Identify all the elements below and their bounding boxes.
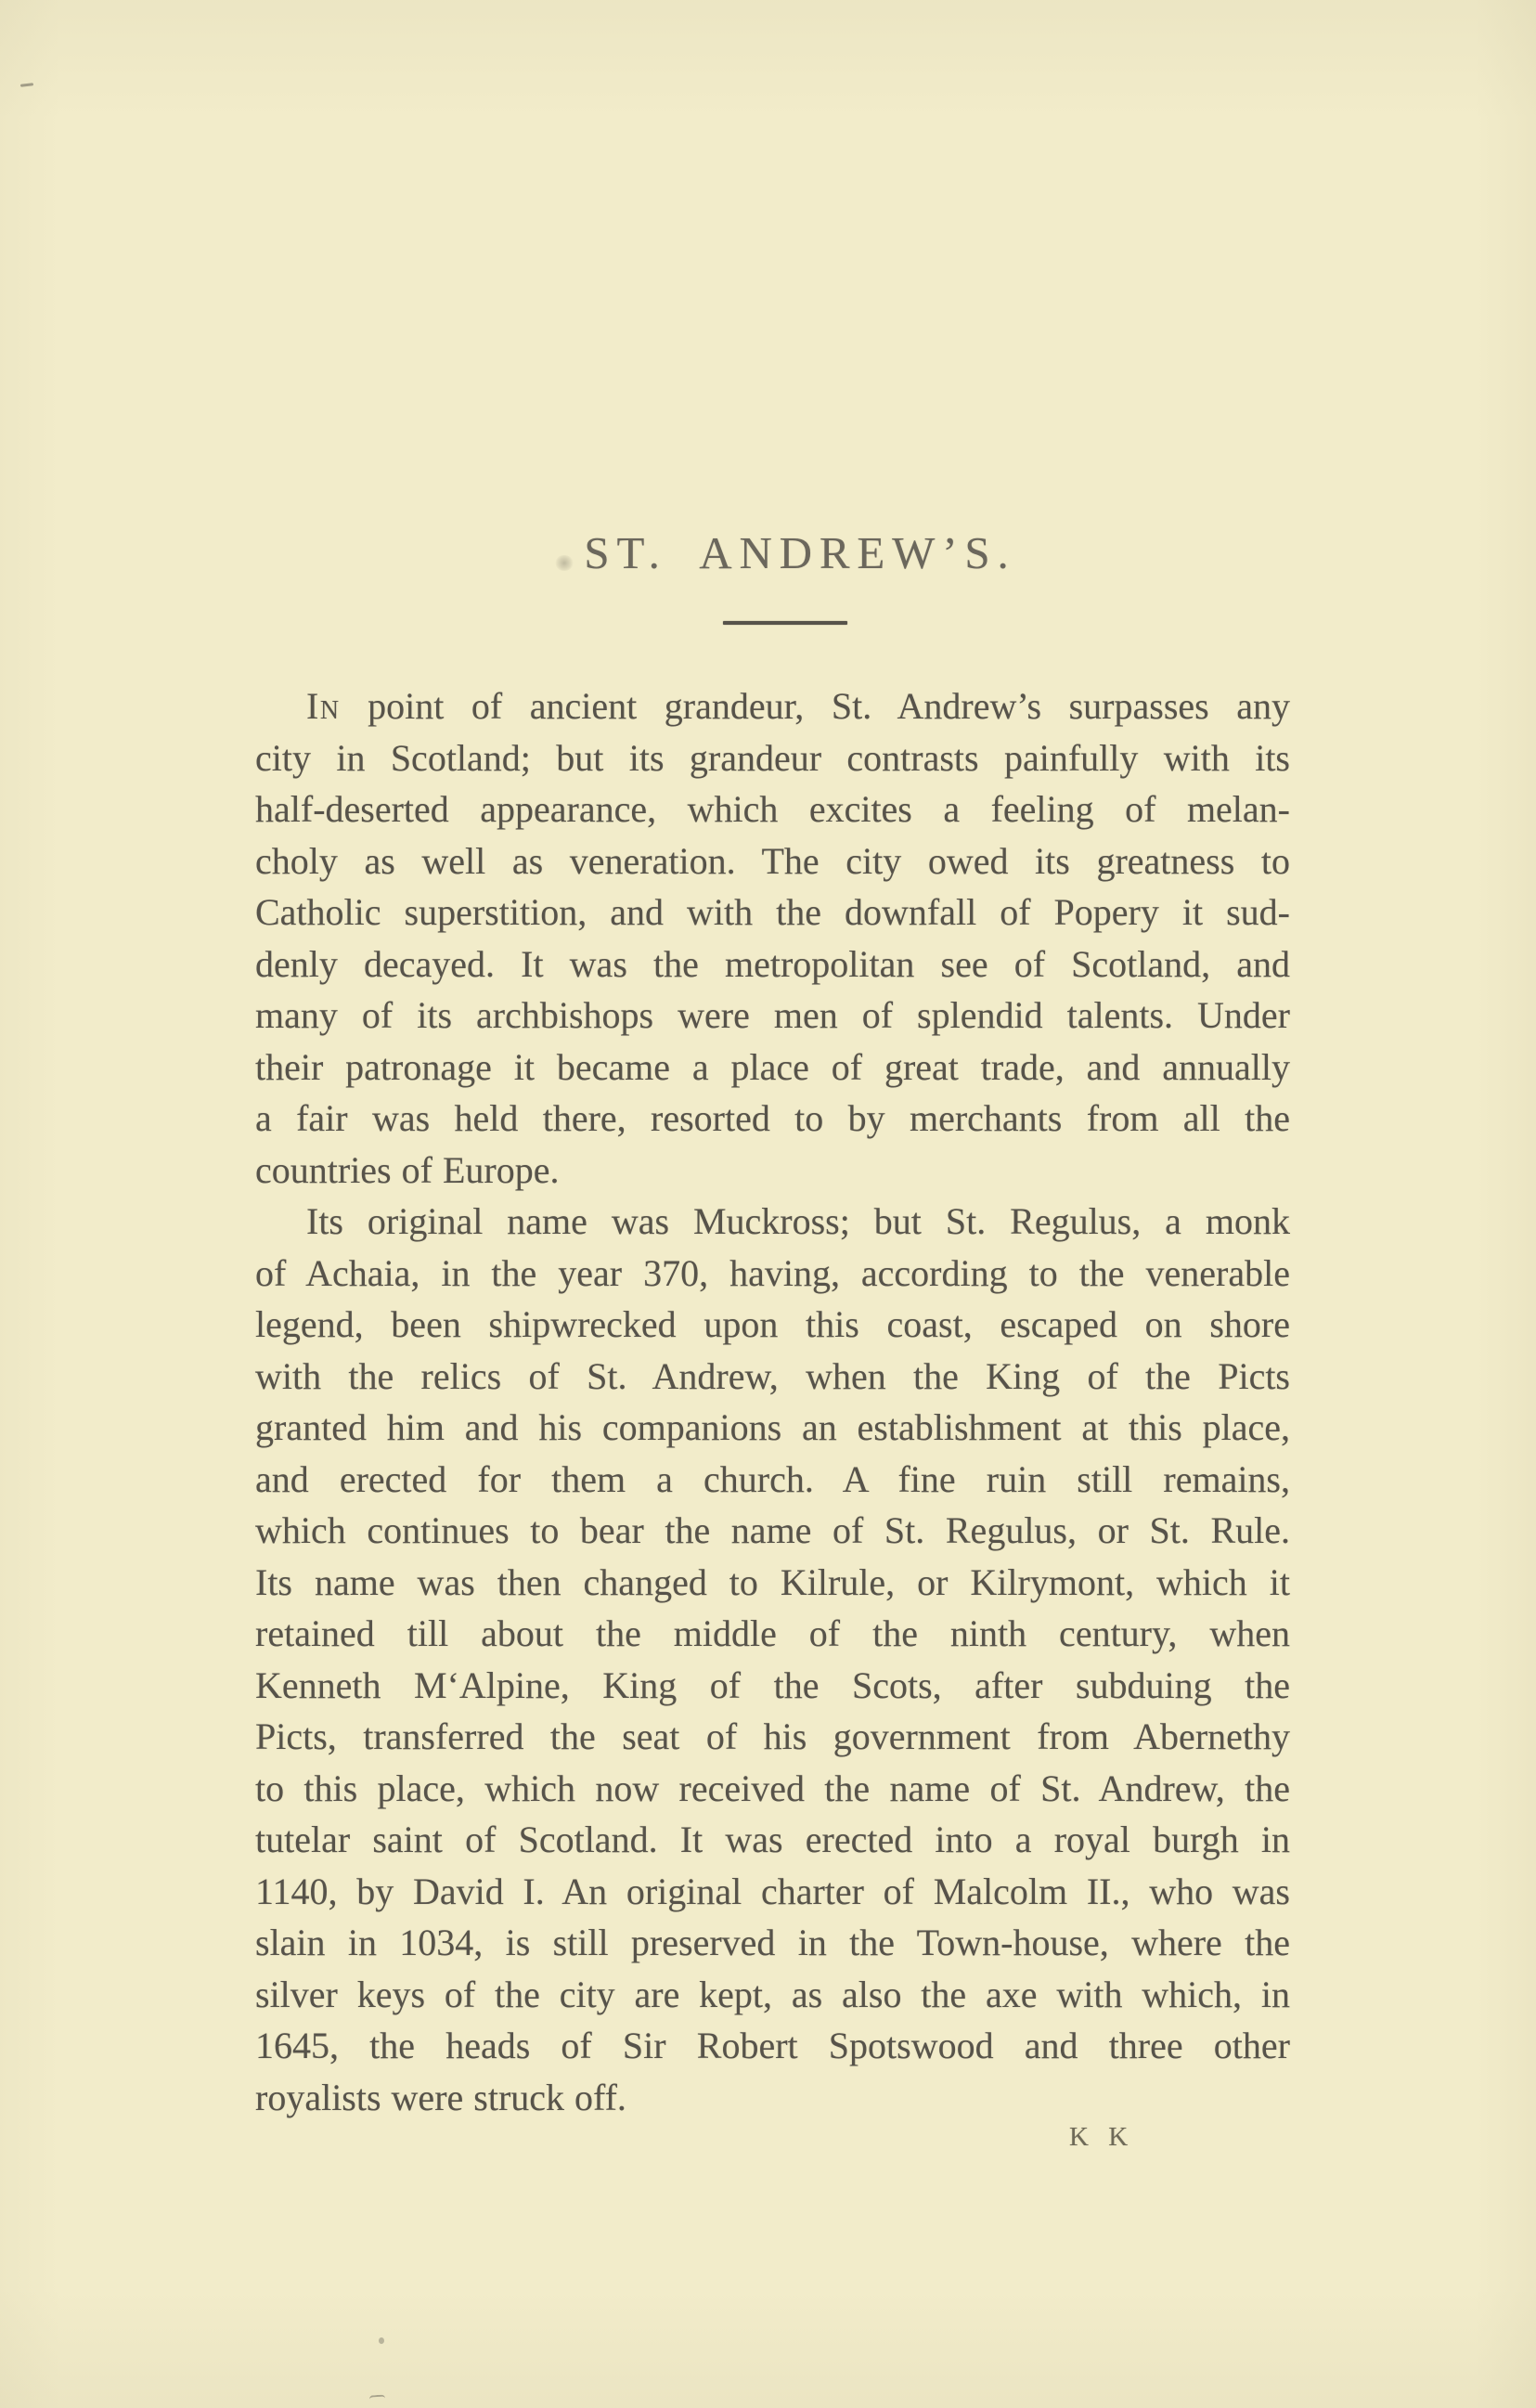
text-line: retained till about the middle of the ninth century, when	[255, 1612, 1290, 1654]
smallcaps-lead: In	[306, 685, 341, 727]
text-line: city in Scotland; but its grandeur contrasts painfully with its	[255, 736, 1290, 779]
text-line: their patronage it became a place of great trade, and annually	[255, 1045, 1290, 1088]
page-speck	[379, 2337, 384, 2344]
text-line: tutelar saint of Scotland. It was erected into a royal burgh in	[255, 1819, 1290, 1860]
text-line: Picts, transferred the seat of his government from Abernethy	[255, 1715, 1290, 1757]
page-speck	[369, 2394, 386, 2402]
text-line: legend, been shipwrecked upon this coast, escaped on shore	[255, 1303, 1290, 1345]
title-divider	[723, 621, 847, 625]
text-line: slain in 1034, is still preserved in the Town-house, where the	[255, 1922, 1290, 1963]
signature-mark: K K	[1069, 2122, 1129, 2152]
page-speck	[20, 83, 33, 86]
paragraph	[255, 1196, 1290, 2123]
text-line: Kenneth M‘Alpine, King of the Scots, after subduing the	[255, 1664, 1290, 1706]
body-text	[255, 680, 1290, 2123]
text-line: denly decayed. It was the metropolitan see of Scotland, and	[255, 942, 1290, 985]
text-line: choly as well as veneration. The city owed its greatness to	[255, 839, 1290, 882]
paragraph	[255, 680, 1290, 1196]
text-line: with the relics of St. Andrew, when the King of the Picts	[255, 1354, 1290, 1397]
text-line: 1140, by David I. An original charter of Malcolm II., who was	[255, 1870, 1290, 1912]
text-line: half-deserted appearance, which excites a feeling of melan-	[255, 788, 1290, 830]
text-line: and erected for them a church. A fine ruin still remains,	[255, 1457, 1290, 1500]
text-line: countries of Europe.	[255, 1148, 560, 1191]
text-line: granted him and his companions an establishment at this place,	[255, 1406, 1290, 1448]
text-line: many of its archbishops were men of splendid talents. Under	[255, 994, 1290, 1036]
text-line: In point of ancient grandeur, St. Andrew’s surpasses any	[306, 685, 1290, 727]
page-title: ST. ANDREW’S.	[584, 527, 1016, 578]
text-line: of Achaia, in the year 370, having, according to the venerable	[255, 1251, 1290, 1294]
text-line: Its original name was Muckross; but St. Regulus, a monk	[306, 1200, 1290, 1242]
text-line: silver keys of the city are kept, as also the axe with which, in	[255, 1973, 1290, 2015]
text-line: Catholic superstition, and with the downfall of Popery it sud-	[255, 891, 1290, 933]
text-line: Its name was then changed to Kilrule, or Kilrymont, which it	[255, 1560, 1290, 1603]
text-line: royalists were struck off.	[255, 2076, 626, 2118]
text-line: a fair was held there, resorted to by merchants from all the	[255, 1097, 1290, 1139]
text-line: to this place, which now received the name of St. Andrew, the	[255, 1767, 1290, 1809]
text-line: which continues to bear the name of St. Regulus, or St. Rule.	[255, 1509, 1290, 1551]
text-line: 1645, the heads of Sir Robert Spotswood and three other	[255, 2025, 1290, 2066]
